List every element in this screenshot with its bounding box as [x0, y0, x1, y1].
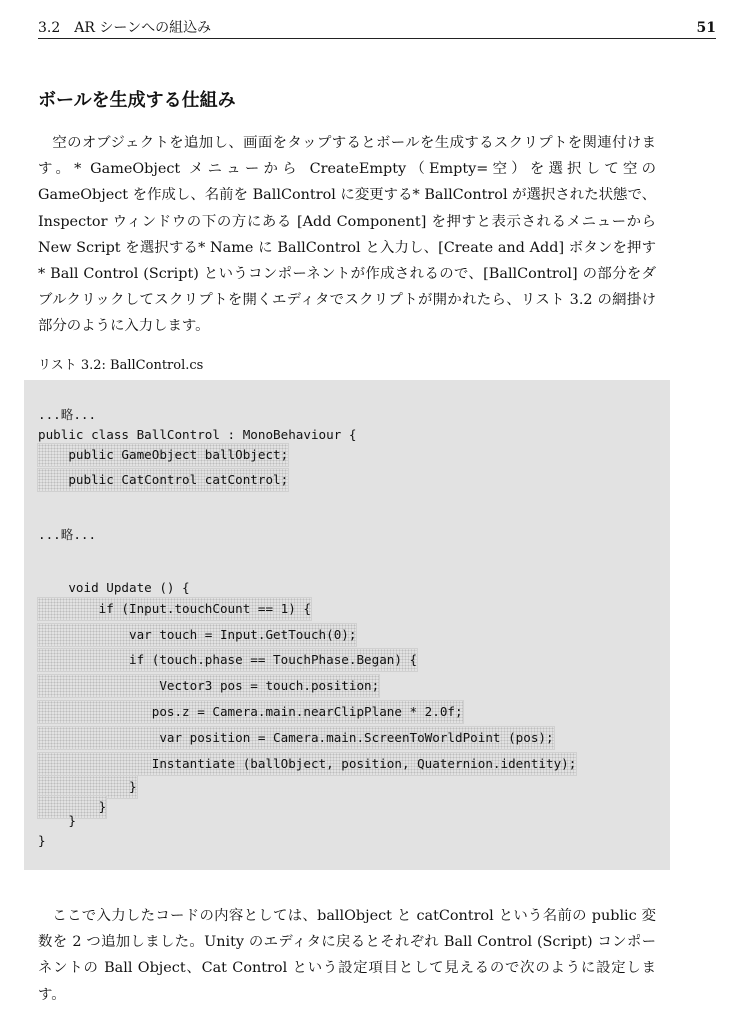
code-line-highlighted: Vector3 pos = touch.position;: [38, 675, 379, 697]
code-line-highlighted: if (touch.phase == TouchPhase.Began) {: [38, 649, 417, 671]
code-line-closing-brace: }: [38, 833, 46, 848]
code-line-highlighted: public GameObject ballObject;: [38, 444, 288, 466]
listing-caption: リスト 3.2: BallControl.cs: [38, 358, 204, 373]
code-line-highlighted: Instantiate (ballObject, position, Quaternion.identity);: [38, 753, 576, 775]
code-line-ellipsis: ...略...: [38, 407, 97, 422]
code-line-class-declaration: public class BallControl : MonoBehaviour {: [38, 427, 357, 442]
code-line-highlighted: var position = Camera.main.ScreenToWorldPoint (pos);: [38, 727, 554, 749]
code-line-highlighted: pos.z = Camera.main.nearClipPlane * 2.0f;: [38, 701, 463, 723]
code-line-ellipsis: ...略...: [38, 527, 97, 542]
section-title: 3.2 AR シーンへの組込み: [38, 20, 212, 36]
body-paragraph-explanation: ここで入力したコードの内容としては、ballObject と catControl という名前の public 変数を 2 つ追加しました。Unity のエディタに戻るとそれぞれ Ball Control (Script) コンポーネントの Ball Object、Cat Control という設定項目として見えるので次のように設定します。: [38, 908, 656, 1003]
code-line-highlighted: if (Input.touchCount == 1) {: [38, 598, 311, 620]
code-listing: [24, 380, 670, 870]
code-line-highlighted: }: [38, 776, 137, 798]
code-line-update-method: void Update () {: [38, 580, 190, 595]
code-line-highlighted: var touch = Input.GetTouch(0);: [38, 624, 356, 646]
section-heading: ボールを生成する仕組み: [38, 90, 236, 111]
running-header: [38, 18, 716, 39]
body-paragraph-intro: 空のオブジェクトを追加し、画面をタップするとボールを生成するスクリプトを関連付けます。* GameObject メニューから CreateEmpty（Empty=空）を選択して空の GameObject を作成し、名前を BallControl に変更する* BallControl が選択された状態で、Inspector ウィンドウの下の方にある [Add Component] を押すと表示されるメニューから New Script を選択する* Name に BallControl と入力し、[Create and Add] ボタンを押す* Ball Control (Script) というコンポーネントが作成されるので、[BallControl] の部分をダブルクリックしてスクリプトを開くエディタでスクリプトが開かれたら、リスト 3.2 の網掛け部分のように入力します。: [38, 135, 656, 335]
code-line-highlighted: public CatControl catControl;: [38, 469, 288, 491]
code-line-closing-brace: }: [38, 813, 76, 828]
code-line-highlighted: }: [38, 796, 106, 818]
page-number: 51: [696, 20, 716, 36]
